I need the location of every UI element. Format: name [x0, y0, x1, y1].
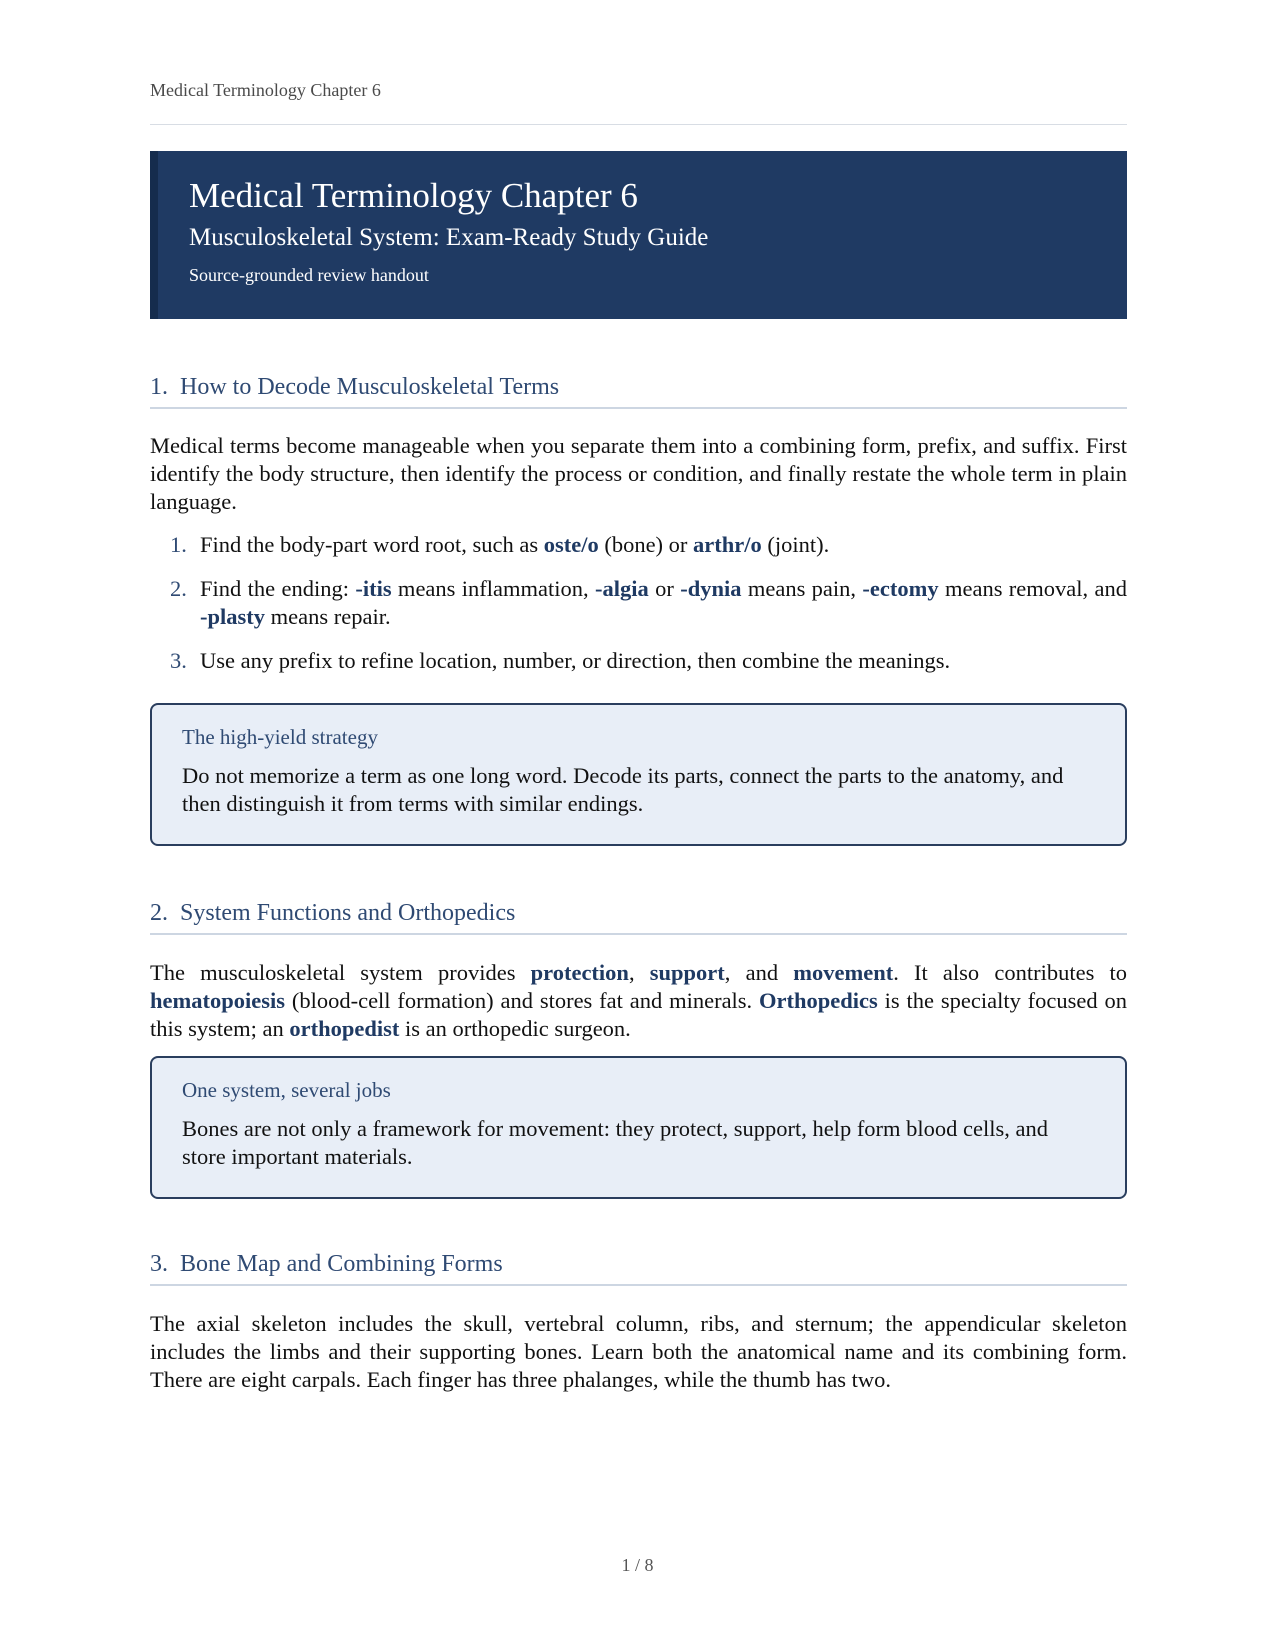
section-2-title: System Functions and Orthopedics	[180, 900, 516, 926]
section-3-heading	[150, 1251, 1127, 1286]
section-1-heading	[150, 374, 1127, 409]
step-text: means removal, and	[938, 576, 1127, 601]
strategy-callout	[150, 703, 1127, 846]
banner-note: Source-grounded review handout	[189, 265, 429, 285]
term-bold: Orthopedics	[759, 988, 878, 1013]
callout-title: One system, several jobs	[182, 1078, 391, 1102]
section-1-number: 1.	[150, 374, 168, 400]
term-bold: -dynia	[680, 576, 742, 601]
term-bold: -algia	[594, 576, 649, 601]
step-text: Find the ending:	[200, 576, 356, 601]
step-text: means repair.	[265, 604, 391, 629]
running-header: Medical Terminology Chapter 6	[150, 80, 381, 100]
para-text: . It also contributes to	[893, 960, 1127, 985]
decode-steps-list	[150, 531, 1127, 691]
term-bold: protection	[530, 960, 629, 985]
header-rule	[150, 124, 1127, 125]
term-bold: -ectomy	[862, 576, 939, 601]
section-1-title: How to Decode Musculoskeletal Terms	[180, 374, 560, 400]
para-text: is an orthopedic surgeon.	[399, 1016, 631, 1041]
step-text: Find the body-part word root, such as	[200, 532, 544, 557]
term-bold: hematopoiesis	[150, 988, 285, 1013]
page-number: 1 / 8	[621, 1555, 654, 1575]
section-3-title: Bone Map and Combining Forms	[180, 1251, 503, 1277]
list-item	[150, 531, 1127, 559]
term-bold: movement	[793, 960, 894, 985]
list-marker: 2.	[170, 576, 187, 601]
term-bold: orthopedist	[289, 1016, 400, 1041]
para-text: (blood-cell formation) and stores fat and minerals.	[285, 988, 760, 1013]
term-bold: oste/o	[543, 532, 599, 557]
title-banner	[150, 151, 1127, 319]
callout-title: The high-yield strategy	[182, 725, 378, 749]
term-bold: -itis	[355, 576, 392, 601]
para-text: The musculoskeletal system provides	[150, 960, 531, 985]
section-3-number: 3.	[150, 1251, 168, 1277]
term-bold: arthr/o	[693, 532, 762, 557]
section-2-paragraph	[150, 959, 1127, 1043]
step-text: or	[648, 576, 681, 601]
para-text: is the specialty focused on this system; an	[150, 988, 1128, 1041]
step-text: means pain,	[741, 576, 863, 601]
banner-title: Medical Terminology Chapter 6	[189, 176, 638, 215]
section-3-intro: The axial skeleton includes the skull, vertebral column, ribs, and sternum; the appendicular skeleton includes the limbs and their supporting bones. Learn both the anatomical name and its combining form. There are eight carpals. Each finger has three phalanges, while the thumb has two.	[150, 1311, 1127, 1392]
list-item	[150, 647, 1127, 675]
list-item	[150, 575, 1127, 631]
para-text: , and	[724, 960, 794, 985]
list-marker: 1.	[170, 532, 187, 557]
step-text: means inflammation,	[391, 576, 595, 601]
callout-body: Do not memorize a term as one long word. Decode its parts, connect the parts to the anatomy, and then distinguish it from terms with similar endings.	[182, 763, 1064, 816]
para-text: ,	[628, 960, 650, 985]
term-bold: support	[649, 960, 725, 985]
banner-subtitle: Musculoskeletal System: Exam-Ready Study Guide	[189, 224, 709, 251]
step-text: (bone) or	[598, 532, 694, 557]
section-2-number: 2.	[150, 900, 168, 926]
section-2-heading	[150, 900, 1127, 935]
term-bold: -plasty	[200, 604, 266, 629]
functions-callout	[150, 1056, 1127, 1199]
section-1-intro: Medical terms become manageable when you separate them into a combining form, prefix, and suffix. First identify the body structure, then identify the process or condition, and finally restate the whole term in plain language.	[150, 433, 1127, 514]
callout-body: Bones are not only a framework for movement: they protect, support, help form blood cells, and store important materials.	[182, 1116, 1049, 1169]
list-marker: 3.	[170, 648, 187, 673]
step-text: Use any prefix to refine location, number, or direction, then combine the meanings.	[200, 648, 951, 673]
step-text: (joint).	[761, 532, 830, 557]
